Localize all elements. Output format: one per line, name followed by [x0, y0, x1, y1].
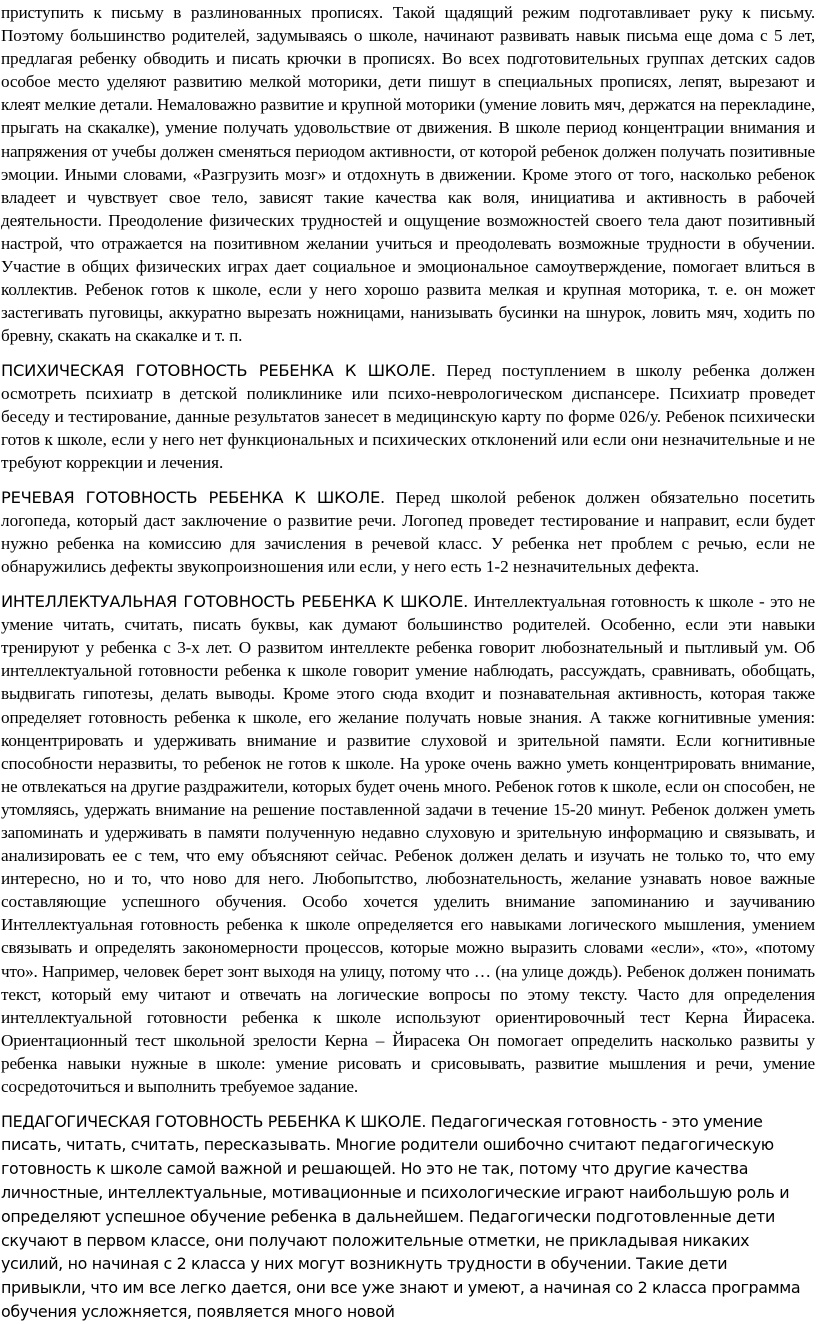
section-psychic-readiness [1, 359, 815, 474]
section-body: Интеллектуальная готовность к школе - это не умение читать, считать, писать буквы, как думают большинство родителей. Особенно, если эти навыки тренируют у ребенка с 3-х лет. О развитом интеллекте ребенка говорит любознательный и пытливый ум. Об интеллектуальной готовности ребенка к школе говорит умение наблюдать, рассуждать, сравнивать, обобщать, выдвигать гипотезы, делать выводы. Кроме этого сюда входит и познавательная активность, которая также определяет готовность ребенка к школе, его желание получать новые знания. А также когнитивные умения: концентрировать и удерживать внимание и развитие слуховой и зрительной памяти. Если когнитивные способности неразвиты, то ребенок не готов к школе. На уроке очень важно уметь концентрировать внимание, не отвлекаться на другие раздражители, которых будет очень много. Ребенок готов к школе, если он способен, не утомляясь, удержать внимание на решение поставленной задачи в течение 15-20 минут. Ребенок должен уметь запоминать и удерживать в памяти полученную недавно слуховую и зрительную информацию и связывать, и анализировать ее с тем, что ему объясняют сейчас. Ребенок должен делать и изучать не только то, что ему интересно, но и то, что ново для него. Любопытство, любознательность, желание узнавать новое важные составляющие успешного обучения. Особо хочется уделить внимание запоминанию и заучиванию Интеллектуальная готовность ребенка к школе определяется его навыками логического мышления, умением связывать и определять закономерности процессов, которые можно выразить словами «если», «то», «потому что». Например, человек берет зонт выходя на улицу, потому что … (на улице дождь). Ребенок должен понимать текст, который ему читают и отвечать на логические вопросы по этому тексту. Часто для определения интеллектуальной готовности ребенка к школе используют ориентировочный тест Керна Йирасека. Ориентационный тест школьной зрелости Керна – Йирасека Он помогает определить насколько развиты у ребенка навыки нужные в школе: умение рисовать и срисовывать, развитие мышления и речи, умение сосредоточиться и выполнить требуемое задание. [1, 592, 815, 1096]
section-speech-readiness [1, 486, 815, 578]
section-heading: ПСИХИЧЕСКАЯ ГОТОВНОСТЬ РЕБЕНКА К ШКОЛЕ. [1, 361, 436, 380]
section-body: Педагогическая готовность - это умение писать, читать, считать, пересказывать. Многие родители ошибочно считают педагогическую готовность к школе самой важной и решающей. Но это не так, потому что другие качества личностные, интеллектуальные, мотивационные и психологические играют наибольшую роль и определяют успешное обучение ребенка в дальнейшем. Педагогически подготовленные дети скучают в первом классе, они получают положительные отметки, не прикладывая никаких усилий, но начиная с 2 класса у них могут возникнуть трудности в обучении. Такие дети привыкли, что им все легко дается, они все уже знают и умеют, а начиная со 2 класса программа обучения усложняется, появляется много новой [1, 1111, 801, 1322]
section-body: Перед поступлением в школу ребенка должен осмотреть психиатр в детской поликлинике или психо-неврологическом диспансере. Психиатр проведет беседу и тестирование, данные результатов занесет в медицинскую карту по форме 026/у. Ребенок психически готов к школе, если у него нет функциональных и психических отклонений или если они незначительные и не требуют коррекции и лечения. [1, 361, 815, 473]
section-body: Перед школой ребенок должен обязательно посетить логопеда, который даст заключение о развитие речи. Логопед проведет тестирование и направит, если будет нужно ребенка на комиссию для зачисления в речевой класс. У ребенка нет проблем с речью, если не обнаружились дефекты звукопроизношения или если, у него есть 1-2 незначительных дефекта. [1, 488, 815, 577]
section-intellectual-readiness [1, 590, 815, 1098]
document-text-column [1, 1, 815, 1324]
section-pedagogical-readiness [1, 1110, 815, 1324]
section-heading: ПЕДАГОГИЧЕСКАЯ ГОТОВНОСТЬ РЕБЕНКА К ШКОЛЕ. [1, 1111, 427, 1131]
intro-paragraph: приступить к письму в разлинованных прописях. Такой щадящий режим подготавливает руку к письму. Поэтому большинство родителей, задумываясь о школе, начинают развивать навык письма еще дома с 5 лет, предлагая ребенку обводить и писать крючки в прописях. Во всех подготовительных группах детских садов особое место уделяют развитию мелкой моторики, дети пишут в специальных прописях, лепят, вырезают и клеят мелкие детали. Немаловажно развитие и крупной моторики (умение ловить мяч, держатся на перекладине, прыгать на скакалке), умение получать удовольствие от движения. В школе период концентрации внимания и напряжения от учебы должен сменяться периодом активности, от которой ребенок должен получать позитивные эмоции. Иными словами, «Разгрузить мозг» и отдохнуть в движении. Кроме этого от того, насколько ребенок владеет и чувствует свое тело, зависят такие качества как воля, инициатива и активность в рабочей деятельности. Преодоление физических трудностей и ощущение возможностей своего тела дают позитивный настрой, что отражается на позитивном желании учиться и преодолевать возможные трудности в обучении. Участие в общих физических играх дает социальное и эмоциональное самоутверждение, помогает влиться в коллектив. Ребенок готов к школе, если у него хорошо развита мелкая и крупная моторика, т. е. он может застегивать пуговицы, аккуратно вырезать ножницами, нанизывать бусинки на шнурок, ловить мяч, ходить по бревну, скакать на скакалке и т. п. [1, 3, 815, 346]
section-heading: ИНТЕЛЛЕКТУАЛЬНАЯ ГОТОВНОСТЬ РЕБЕНКА К ШКОЛЕ. [1, 592, 469, 612]
section-heading: РЕЧЕВАЯ ГОТОВНОСТЬ РЕБЕНКА К ШКОЛЕ. [1, 488, 385, 508]
